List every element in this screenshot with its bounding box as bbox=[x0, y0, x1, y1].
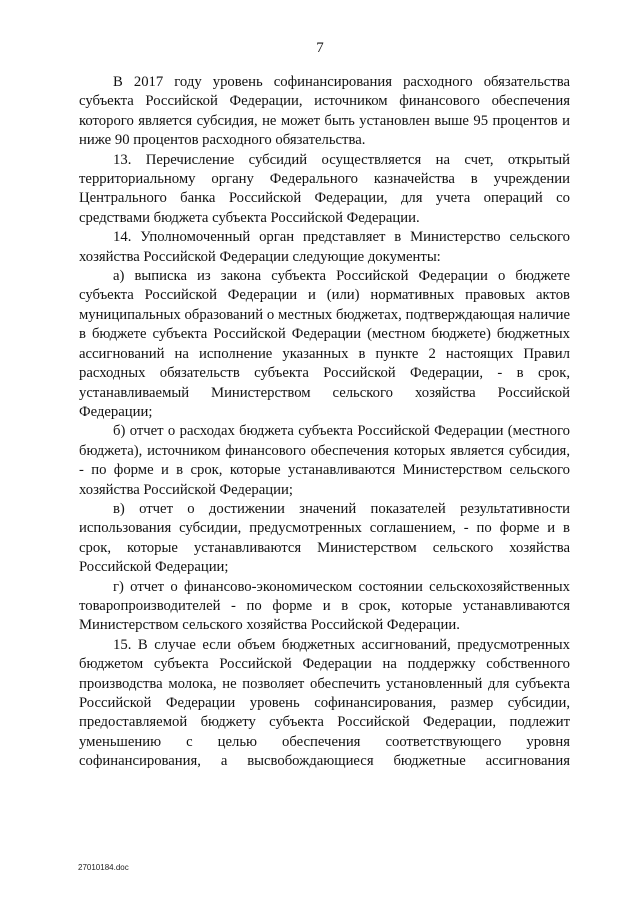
paragraph-14-documents: 14. Уполномоченный орган представляет в Министерство сельского хозяйства Российской Федерации следующие документы: bbox=[79, 229, 570, 265]
list-item-b: б) отчет о расходах бюджета субъекта Российской Федерации (местного бюджета), источником финансового обеспечения которых является субсидия, - по форме и в срок, которые устанавливаются Министерством сельского хозяйства Российской Федерации; bbox=[79, 423, 570, 498]
paragraph-13-transfer: 13. Перечисление субсидий осуществляется на счет, открытый территориальному органу Федерального казначейства в учреждении Центрального банка Российской Федерации, для учета операций со средствами бюджета субъекта Российской Федерации. bbox=[79, 151, 570, 226]
paragraph-cofinancing-level: В 2017 году уровень софинансирования расходного обязательства субъекта Российской Федерации, источником финансового обеспечения которого является субсидия, не может быть установлен выше 95 процентов и ниже 90 процентов расходного обязательства. bbox=[79, 74, 570, 149]
paragraph-15-reduction: 15. В случае если объем бюджетных ассигнований, предусмотренных бюджетом субъекта Российской Федерации на поддержку собственного производства молока, не позволяет обеспечить установленный для субъекта Российской Федерации уровень софинансирования, размер субсидии, предоставляемой бюджету субъекта Российской Федерации, подлежит уменьшению с целью обеспечения соответствующего уровня софинансирования, а высвобождающиеся бюджетные ассигнования bbox=[79, 636, 570, 770]
document-body bbox=[79, 73, 570, 772]
list-item-a: а) выписка из закона субъекта Российской Федерации о бюджете субъекта Российской Федерации и (или) нормативных правовых актов муниципальных образований о местных бюджетах, подтверждающая наличие в бюджете субъекта Российской Федерации (местном бюджете) бюджетных ассигнований на исполнение указанных в пункте 2 настоящих Правил расходных обязательств субъекта Российской Федерации, - в срок, устанавливаемый Министерством сельского хозяйства Российской Федерации; bbox=[79, 268, 570, 420]
list-item-v: в) отчет о достижении значений показателей результативности использования субсидии, предусмотренных соглашением, - по форме и в срок, которые устанавливаются Министерством сельского хозяйства Российской Федерации; bbox=[79, 500, 570, 576]
list-item-g: г) отчет о финансово-экономическом состоянии сельскохозяйственных товаропроизводителей - по форме и в срок, которые устанавливаются Министерством сельского хозяйства Российской Федерации. bbox=[79, 578, 570, 634]
footer-document-id: 27010184.doc bbox=[78, 863, 129, 872]
page-number: 7 bbox=[316, 40, 324, 56]
